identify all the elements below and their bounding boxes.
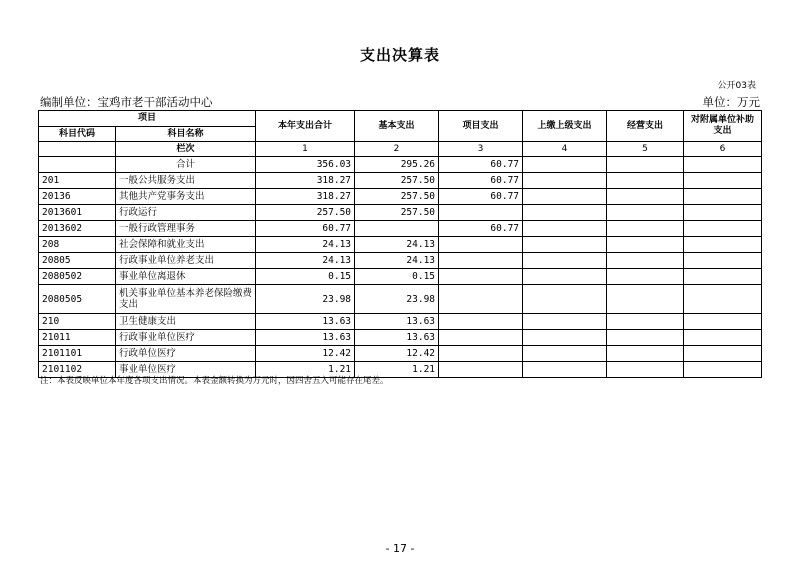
table-row [39,189,762,205]
cell-operation [607,157,684,173]
cell-name: 合计 [116,157,256,173]
cell-basic: 13.63 [355,314,439,330]
cell-operation [607,269,684,285]
cell-project: 60.77 [439,157,523,173]
cell-upper [523,330,607,346]
col-num-4: 4 [523,142,607,157]
header-name: 科目名称 [116,127,256,142]
cell-code: 2013601 [39,205,116,221]
cell-operation [607,285,684,314]
cell-basic: 257.50 [355,173,439,189]
table-row [39,205,762,221]
cell-basic: 13.63 [355,330,439,346]
cell-subsidy [684,173,762,189]
cell-code: 20136 [39,189,116,205]
cell-operation [607,362,684,378]
cell-total: 13.63 [256,330,355,346]
header-subsidy: 对附属单位补助支出 [684,111,762,142]
cell-upper [523,189,607,205]
cell-upper [523,346,607,362]
col-num-3: 3 [439,142,523,157]
cell-upper [523,314,607,330]
cell-name: 社会保障和就业支出 [116,237,256,253]
table-row [39,314,762,330]
header-operation: 经营支出 [607,111,684,142]
cell-code [39,157,116,173]
cell-basic: 257.50 [355,205,439,221]
form-code: 公开03表 [717,81,756,91]
cell-code: 2080505 [39,285,116,314]
cell-project [439,237,523,253]
table-row [39,269,762,285]
cell-total: 23.98 [256,285,355,314]
cell-name: 事业单位医疗 [116,362,256,378]
cell-code: 201 [39,173,116,189]
cell-subsidy [684,330,762,346]
cell-project [439,330,523,346]
cell-name: 卫生健康支出 [116,314,256,330]
cell-upper [523,237,607,253]
cell-total: 257.50 [256,205,355,221]
cell-basic: 1.21 [355,362,439,378]
cell-project [439,362,523,378]
cell-name: 一般行政管理事务 [116,221,256,237]
cell-code: 2101102 [39,362,116,378]
cell-project [439,314,523,330]
cell-upper [523,285,607,314]
header-upper: 上缴上级支出 [523,111,607,142]
cell-total: 318.27 [256,189,355,205]
cell-basic [355,221,439,237]
cell-operation [607,221,684,237]
cell-upper [523,221,607,237]
cell-upper [523,205,607,221]
cell-project: 60.77 [439,173,523,189]
cell-operation [607,237,684,253]
cell-total: 12.42 [256,346,355,362]
table-row [39,157,762,173]
header-blank [39,142,116,157]
org-label: 编制单位：宝鸡市老干部活动中心 [40,95,213,109]
cell-total: 24.13 [256,237,355,253]
col-num-1: 1 [256,142,355,157]
col-num-2: 2 [355,142,439,157]
table-row [39,285,762,314]
cell-operation [607,330,684,346]
cell-project: 60.77 [439,221,523,237]
cell-total: 0.15 [256,269,355,285]
cell-code: 208 [39,237,116,253]
cell-project [439,346,523,362]
cell-basic: 12.42 [355,346,439,362]
cell-subsidy [684,362,762,378]
cell-total: 60.77 [256,221,355,237]
cell-project [439,269,523,285]
cell-subsidy [684,205,762,221]
cell-total: 13.63 [256,314,355,330]
cell-subsidy [684,189,762,205]
cell-code: 21011 [39,330,116,346]
unit-label: 单位：万元 [702,95,760,109]
cell-name: 行政事业单位养老支出 [116,253,256,269]
cell-total: 356.03 [256,157,355,173]
cell-subsidy [684,253,762,269]
header-lanci: 栏次 [116,142,256,157]
cell-upper [523,362,607,378]
cell-subsidy [684,157,762,173]
cell-name: 行政运行 [116,205,256,221]
cell-subsidy [684,346,762,362]
cell-total: 318.27 [256,173,355,189]
cell-name: 一般公共服务支出 [116,173,256,189]
cell-upper [523,173,607,189]
cell-basic: 0.15 [355,269,439,285]
header-basic: 基本支出 [355,111,439,142]
cell-operation [607,346,684,362]
cell-basic: 23.98 [355,285,439,314]
cell-subsidy [684,269,762,285]
cell-subsidy [684,314,762,330]
cell-total: 1.21 [256,362,355,378]
cell-code: 2080502 [39,269,116,285]
cell-total: 24.13 [256,253,355,269]
cell-code: 2101101 [39,346,116,362]
page-title: 支出决算表 [359,46,440,64]
cell-upper [523,253,607,269]
header-item: 项目 [39,111,256,127]
cell-project: 60.77 [439,189,523,205]
cell-code: 20805 [39,253,116,269]
cell-name: 行政事业单位医疗 [116,330,256,346]
table-row [39,346,762,362]
cell-subsidy [684,221,762,237]
col-num-6: 6 [684,142,762,157]
cell-subsidy [684,285,762,314]
cell-basic: 24.13 [355,237,439,253]
cell-basic: 24.13 [355,253,439,269]
footnote: 注：本表反映单位本年度各项支出情况。本表金额转换为万元时，因四舍五入可能存在尾差。 [40,376,389,386]
cell-operation [607,314,684,330]
cell-subsidy [684,237,762,253]
col-num-5: 5 [607,142,684,157]
cell-operation [607,253,684,269]
table-body [39,157,762,378]
cell-name: 行政单位医疗 [116,346,256,362]
cell-code: 2013602 [39,221,116,237]
header-total: 本年支出合计 [256,111,355,142]
cell-name: 其他共产党事务支出 [116,189,256,205]
cell-operation [607,189,684,205]
cell-operation [607,173,684,189]
page-number: - 17 - [385,542,415,555]
cell-basic: 295.26 [355,157,439,173]
cell-basic: 257.50 [355,189,439,205]
cell-project [439,205,523,221]
header-code: 科目代码 [39,127,116,142]
cell-upper [523,269,607,285]
table-row [39,237,762,253]
table-row [39,330,762,346]
cell-name: 事业单位离退休 [116,269,256,285]
cell-upper [523,157,607,173]
cell-project [439,285,523,314]
table-row [39,221,762,237]
table-row [39,173,762,189]
table-row [39,253,762,269]
cell-operation [607,205,684,221]
cell-name: 机关事业单位基本养老保险缴费支出 [116,285,256,314]
cell-project [439,253,523,269]
expenditure-table [38,110,762,378]
cell-code: 210 [39,314,116,330]
header-project: 项目支出 [439,111,523,142]
